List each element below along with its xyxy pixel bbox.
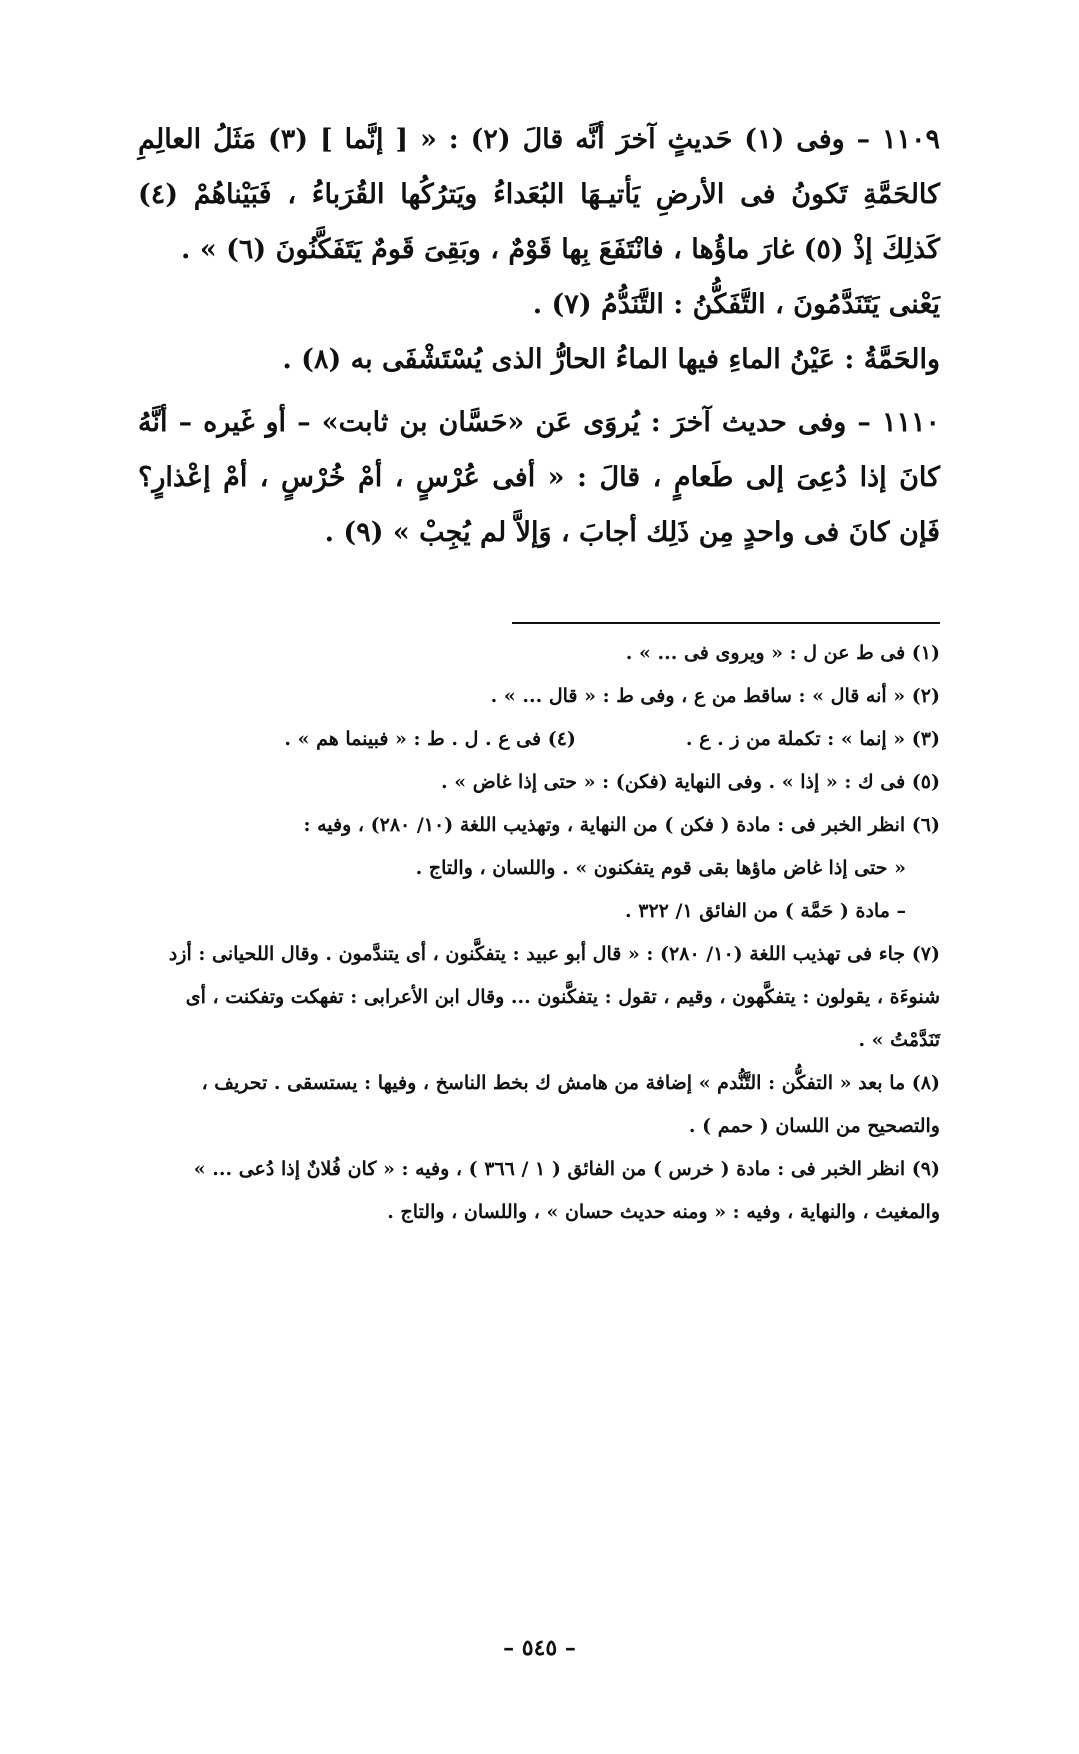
footnote-9: (٩) انظر الخبر فى : مادة ( خرس ) من الفائق ( ١ / ٣٦٦ ) ، وفيه : « كان فُلانٌ إذا دُعى ... » والمغيث ، والنهاية ، وفيه : « ومنه حديث حسان » ، واللسان ، والتاج . [193, 1158, 940, 1223]
footnote-6-quote: « حتى إذا غاض ماؤها بقى قوم يتفكنون » . واللسان ، والتاج . [415, 857, 906, 879]
footnote-row-3-4 [138, 718, 940, 761]
footnote-4: (٤) فى ع . ل . ط : « فبينما هم » . [284, 728, 576, 750]
footnote-7: (٧) جاء فى تهذيب اللغة (١٠/ ٢٨٠) : « قال أبو عبيد : يتفكَّنون ، أى يتندَّمون . وقال اللحيانى : أزد شنوءَة ، يقولون : يتفكَّهون ، وقيم ، تقول : يتفكَّنون ... وقال ابن الأعرابى : تفهكت وتفكنت ، أى تَنَدَّمْتُ » . [168, 943, 940, 1051]
footnote-1: (١) فى ط عن ل : « ويروى فى ... » . [625, 642, 940, 664]
footnote-8: (٨) ما بعد « التفكُّن : التَّنُّدم » إضافة من هامش ك بخط الناسخ ، وفيها : يستسقى . تحريف ، والتصحيح من اللسان ( حمم ) . [201, 1072, 940, 1137]
paragraph-1110: ١١١٠ – وفى حديث آخرَ : يُروَى عَن «حَسَّان بن ثابت» – أو غَيره – أنَّهُ كانَ إذا دُعِىَ إلى طَعامٍ ، قالَ : « أفى عُرْسٍ ، أمْ خُرْسٍ ، أمْ إعْذارٍ؟ فَإن كانَ فى واحدٍ مِن ذَلِك أجابَ ، وَإلاَّ لم يُجِبْ » (٩) . [138, 407, 940, 548]
footnote-3: (٣) « إنما » : تكملة من ز . ع . [685, 728, 940, 750]
paragraph-explanation: يَعْنى يَتَنَدَّمُونَ ، التَّفَكُّنُ : التَّنَدُّمُ (٧) . [532, 289, 940, 320]
footnote-2: (٢) « أنه قال » : ساقط من ع ، وفى ط : « قال ... » . [490, 685, 940, 707]
footnote-divider [512, 622, 940, 624]
main-text [138, 112, 940, 560]
footnotes [138, 632, 940, 1234]
footnote-5: (٥) فى ك : « إذا » . وفى النهاية (فكن) : « حتى إذا غاض » . [441, 771, 940, 793]
page-number: – ٥٤٥ – [503, 1635, 576, 1661]
paragraph-1109: ١١٠٩ – وفى (١) حَديثٍ آخرَ أنَّه قالَ (٢) : « [ إنَّما ] (٣) مَثَلُ العالِمِ كالحَمَّةِ تَكونُ فى الأرضِ يَأتيـهَا البُعَداءُ ويَترُكُها القُرَباءُ ، فَبَيْناهُمْ (٤) كَذلِكَ إذْ (٥) غارَ ماؤُها ، فانْتَفَعَ بِها قَوْمٌ ، وبَقِىَ قَومٌ يَتَفَكَّنُونَ (٦) » . [138, 124, 940, 265]
paragraph-definition: والحَمَّةُ : عَيْنُ الماءِ فيها الماءُ الحارُّ الذى يُسْتَشْفَى به (٨) . [282, 344, 940, 375]
footnote-6-source: – مادة ( حَمَّة ) من الفائق ١/ ٣٢٢ . [625, 900, 906, 922]
footnote-6: (٦) انظر الخبر فى : مادة ( فكن ) من النهاية ، وتهذيب اللغة (١٠/ ٢٨٠) ، وفيه : [303, 814, 940, 836]
